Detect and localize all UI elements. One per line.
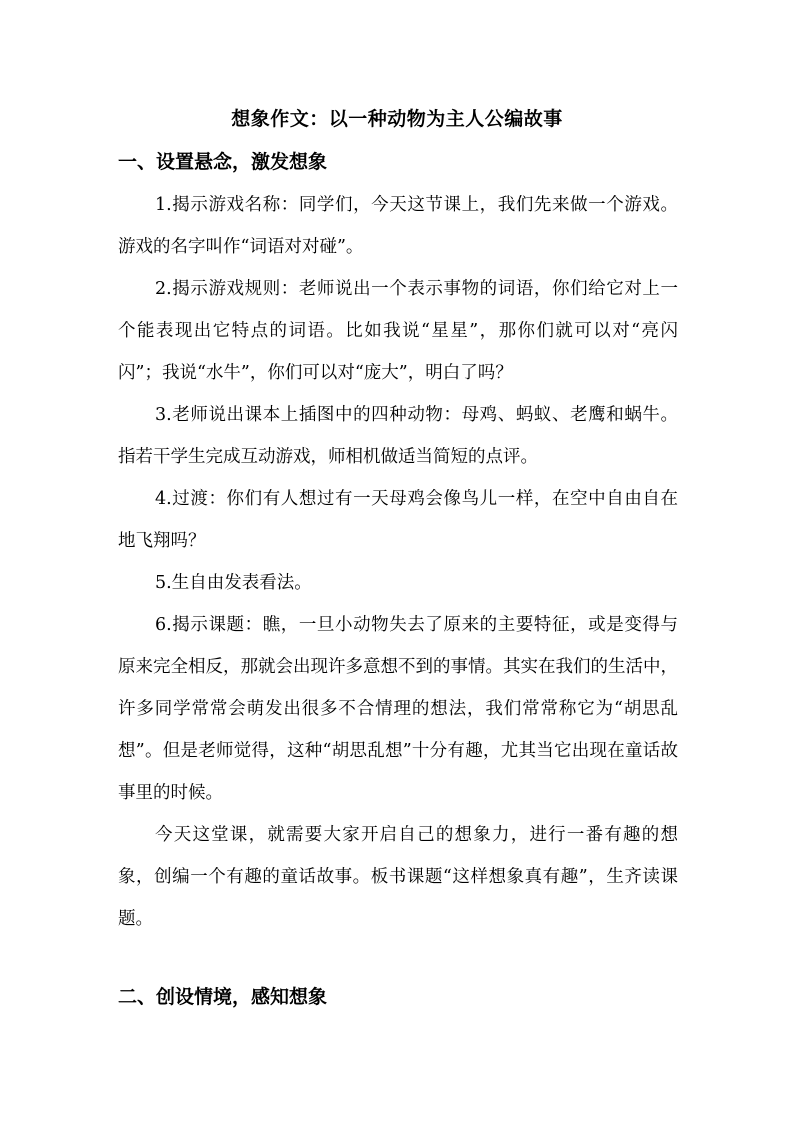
paragraph-4: 4.过渡：你们有人想过有一天母鸡会像鸟儿一样，在空中自由自在地飞翔吗？ (118, 489, 678, 551)
paragraph-1: 1.揭示游戏名称：同学们，今天这节课上，我们先来做一个游戏。游戏的名字叫作“词语对对碰”。 (118, 195, 678, 257)
paragraph-2: 2.揭示游戏规则：老师说出一个表示事物的词语，你们给它对上一个能表现出它特点的词语。比如我说“星星”，那你们就可以对“亮闪闪”；我说“水牛”，你们可以对“庞大”，明白了吗？ (118, 279, 678, 383)
paragraph-6: 6.揭示课题：瞧，一旦小动物失去了原来的主要特征，或是变得与原来完全相反，那就会出现许多意想不到的事情。其实在我们的生活中，许多同学常常会萌发出很多不合情理的想法，我们常常称它为“胡思乱想”。但是老师觉得，这种“胡思乱想”十分有趣，尤其当它出现在童话故事里的时候。 (118, 615, 678, 803)
document-title: 想象作文：以一种动物为主人公编故事 (231, 108, 563, 130)
paragraph-7: 今天这堂课，就需要大家开启自己的想象力，进行一番有趣的想象，创编一个有趣的童话故事。板书课题“这样想象真有趣”，生齐读课题。 (118, 825, 678, 929)
paragraph-3: 3.老师说出课本上插图中的四种动物：母鸡、蚂蚁、老鹰和蜗牛。指若干学生完成互动游戏，师相机做适当简短的点评。 (118, 405, 678, 467)
section-heading-2: 二、创设情境，感知想象 (118, 986, 328, 1008)
paragraph-5: 5.生自由发表看法。 (155, 573, 312, 593)
section-heading-1: 一、设置悬念，激发想象 (118, 151, 328, 173)
